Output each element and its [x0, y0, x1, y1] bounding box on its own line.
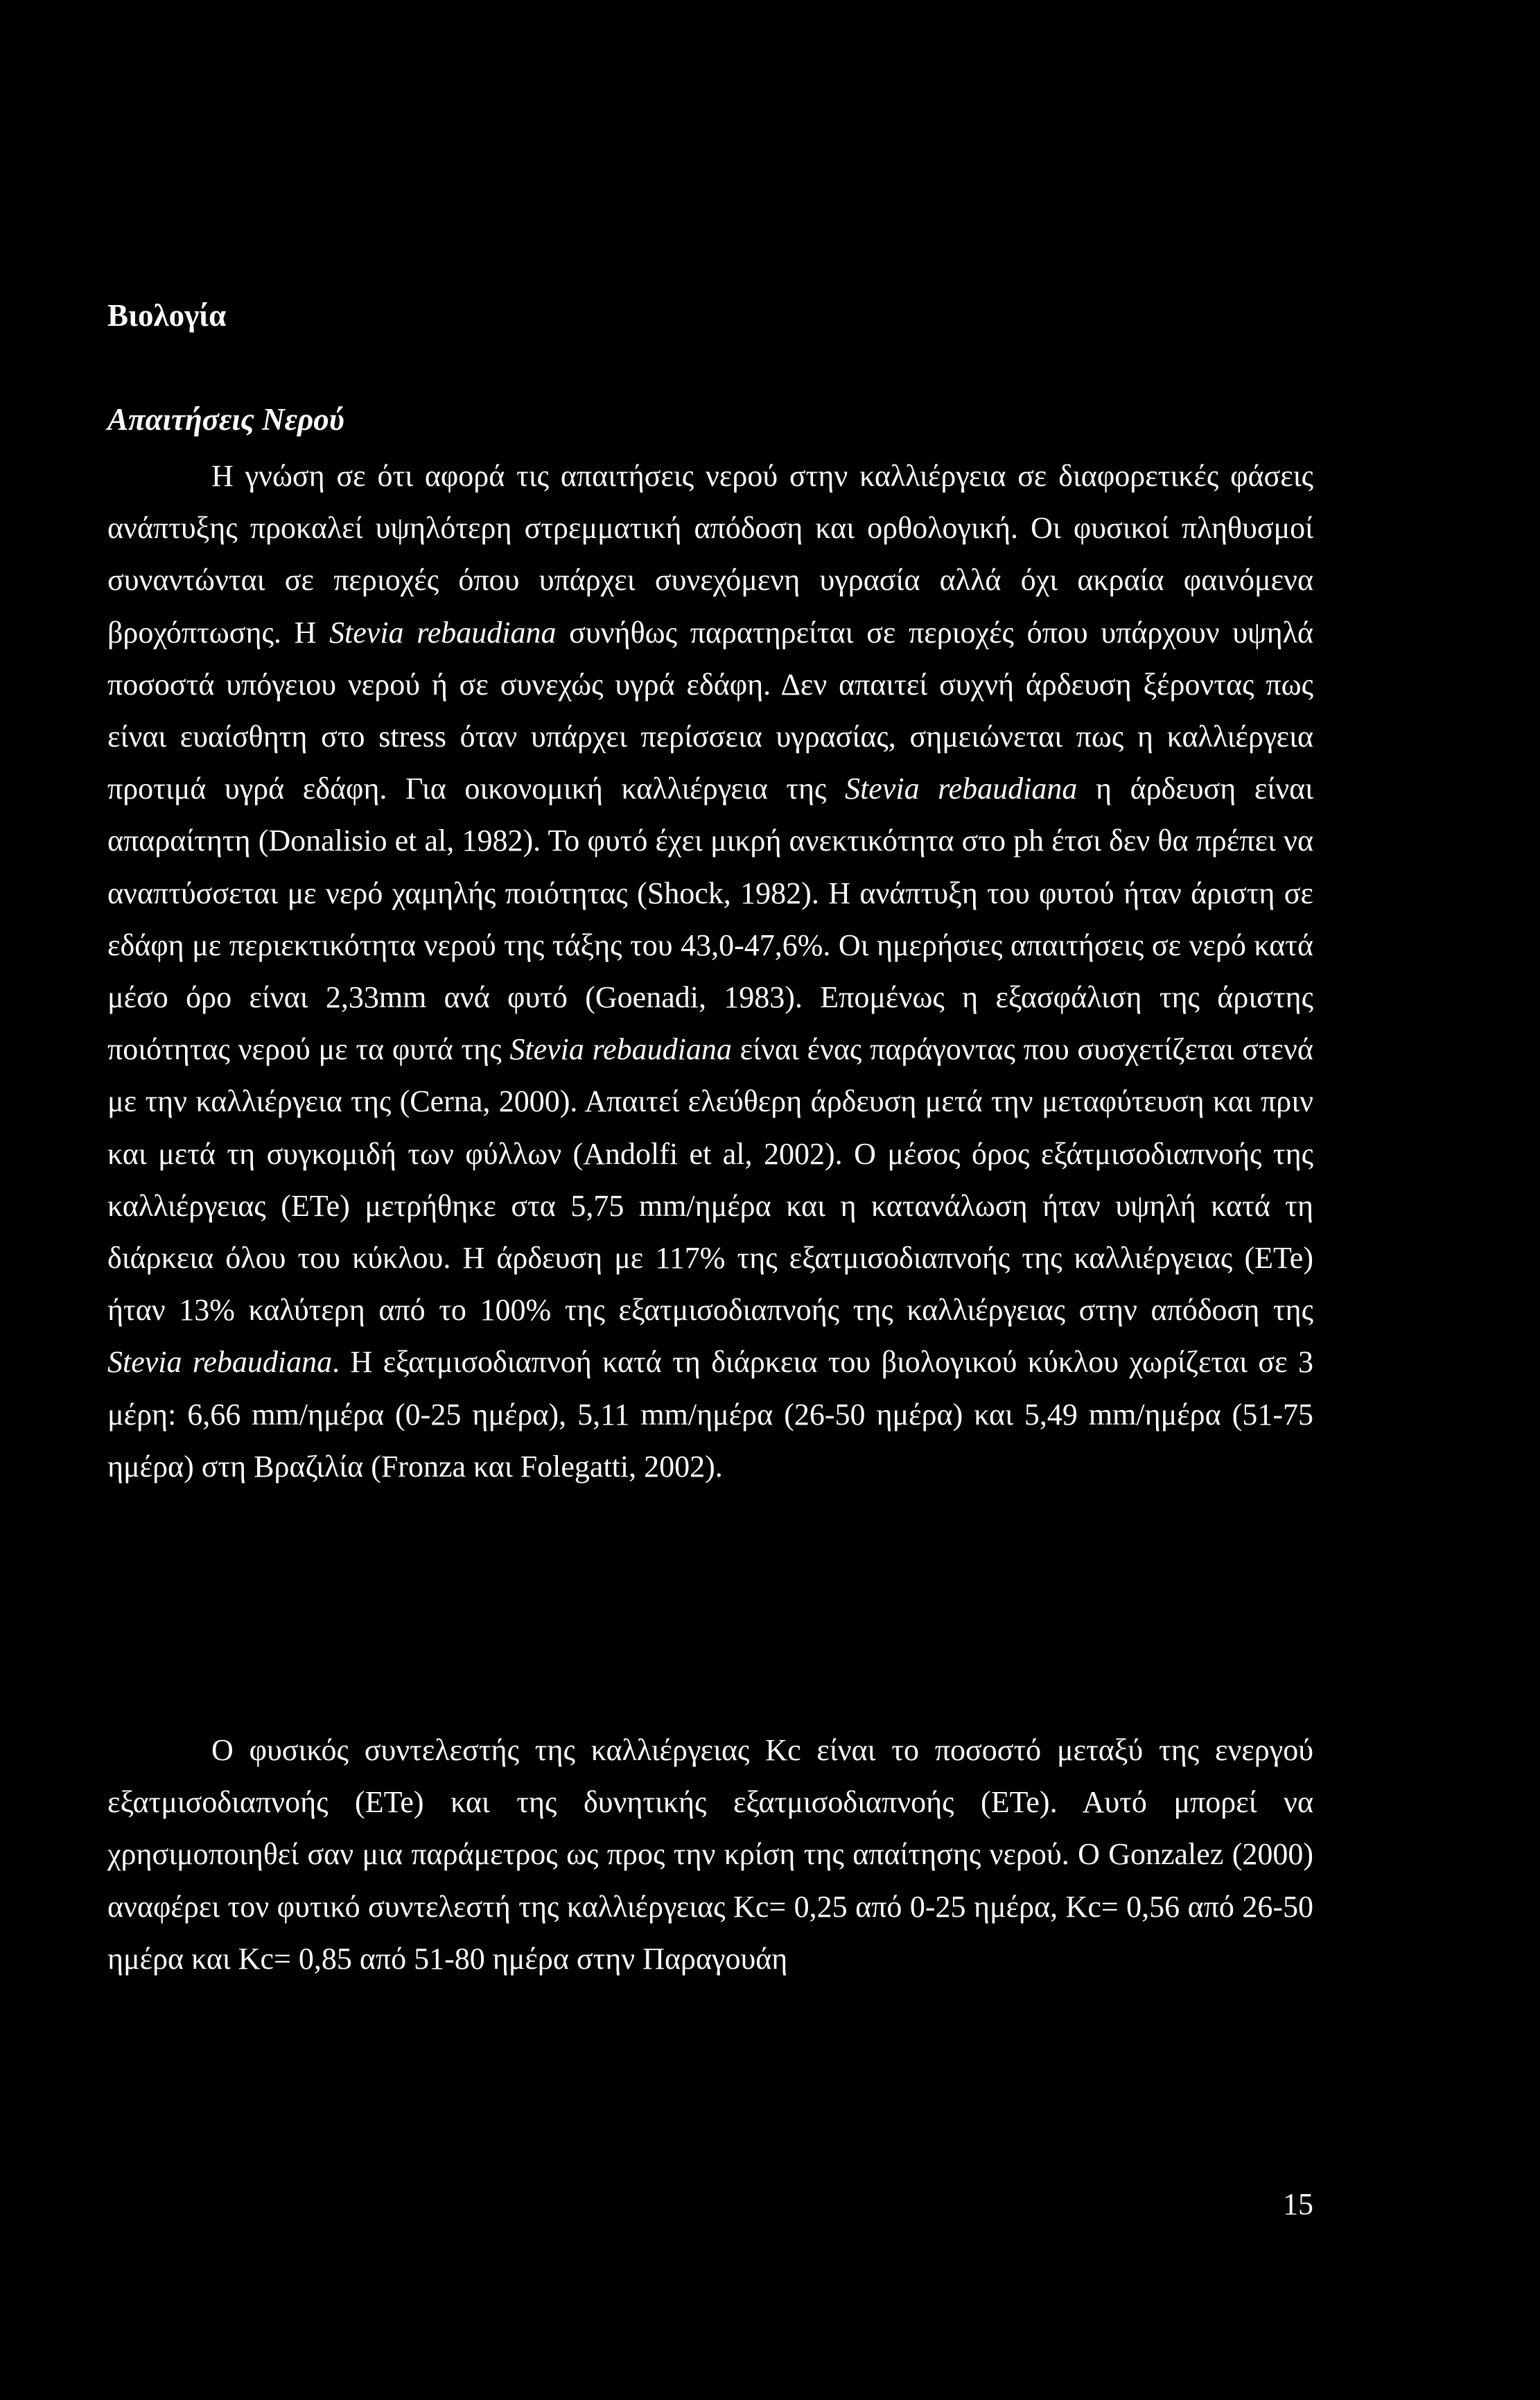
subsection-title: Απαιτήσεις Νερού: [107, 402, 344, 437]
paragraph-text: είναι ένας παράγοντας που συσχετίζεται στενά με την καλλιέργεια της (Cerna, 2000). Απαιτεί ελεύθερη άρδευση μετά την μεταφύτευση και πριν και μετά τη συγκομιδή των φύλλων (Andolfi et al, 2002). Ο μέσος όρος εξάτμισοδιαπνοής της καλλιέργειας (ETe) μετρήθηκε στα 5,75 mm/ημέρα και η κατανάλωση ήταν υψηλή κατά τη διάρκεια όλου του κύκλου. Η άρδευση με 117% της εξατμισοδιαπνοής της καλλιέργειας (ETe) ήταν 13% καλύτερη από το 100% της εξατμισοδιαπνοής της καλλιέργειας στην απόδοση της: [107, 1032, 1313, 1328]
document-page: [107, 0, 1313, 2400]
page-number: 15: [1283, 2187, 1313, 2221]
paragraph-water-requirements: [107, 450, 1313, 1493]
paragraph-text: συνήθως παρατηρείται σε περιοχές όπου υπάρχουν υψηλά ποσοστά υπόγειου νερού ή σε συνεχώς υγρά εδάφη. Δεν απαιτεί συχνή άρδευση ξέροντας πως είναι ευαίσθητη στο stress όταν υπάρχει περίσσεια υγρασίας, σημειώνεται πως η καλλιέργεια προτιμά υγρά εδάφη. Για οικονομική καλλιέργεια της: [107, 615, 1313, 806]
paragraph-crop-coefficient: Ο φυσικός συντελεστής της καλλιέργειας Kc είναι το ποσοστό μεταξύ της ενεργού εξατμισοδιαπνοής (ETe) και της δυνητικής εξατμισοδιαπνοής (ETe). Αυτό μπορεί να χρησιμοποιηθεί σαν μια παράμετρος ως προς την κρίση της απαίτησης νερού. Ο Gonzalez (2000) αναφέρει τον φυτικό συντελεστή της καλλιέργειας Kc= 0,25 από 0-25 ημέρα, Kc= 0,56 από 26-50 ημέρα και Kc= 0,85 από 51-80 ημέρα στην Παραγουάη: [107, 1733, 1313, 1976]
paragraph-text: Η γνώση σε ότι αφορά τις απαιτήσεις νερού στην καλλιέργεια σε διαφορετικές φάσεις ανάπτυξης προκαλεί υψηλότερη στρεμματική απόδοση και ορθολογική. Οι φυσικοί πληθυσμοί συναντώνται σε περιοχές όπου υπάρχει συνεχόμενη υγρασία αλλά όχι ακραία φαινόμενα βροχόπτωσης. Η: [107, 459, 1313, 650]
paragraph-text: η άρδευση είναι απαραίτητη (Donalisio et al, 1982). Το φυτό έχει μικρή ανεκτικότητα στο ph έτσι δεν θα πρέπει να αναπτύσσεται με νερό χαμηλής ποιότητας (Shock, 1982). Η ανάπτυξη του φυτού ήταν άριστη σε εδάφη με περιεκτικότητα νερού της τάξης του 43,0-47,6%. Οι ημερήσιες απαιτήσεις σε νερό κατά μέσο όρο είναι 2,33mm ανά φυτό (Goenadi, 1983). Επομένως η εξασφάλιση της άριστης ποιότητας νερού με τα φυτά της: [107, 772, 1313, 1067]
paragraph-text: . Η εξατμισοδιαπνοή κατά τη διάρκεια του βιολογικού κύκλου χωρίζεται σε 3 μέρη: 6,66 mm/ημέρα (0-25 ημέρα), 5,11 mm/ημέρα (26-50 ημέρα) και 5,49 mm/ημέρα (51-75 ημέρα) στη Βραζιλία (Fronza και Folegatti, 2002).: [107, 1345, 1313, 1484]
species-name: Stevia rebaudiana: [845, 772, 1078, 806]
species-name: Stevia rebaudiana: [509, 1032, 732, 1067]
species-name: Stevia rebaudiana: [107, 1345, 333, 1380]
section-title: Βιολογία: [107, 298, 227, 333]
species-name: Stevia rebaudiana: [329, 615, 557, 650]
